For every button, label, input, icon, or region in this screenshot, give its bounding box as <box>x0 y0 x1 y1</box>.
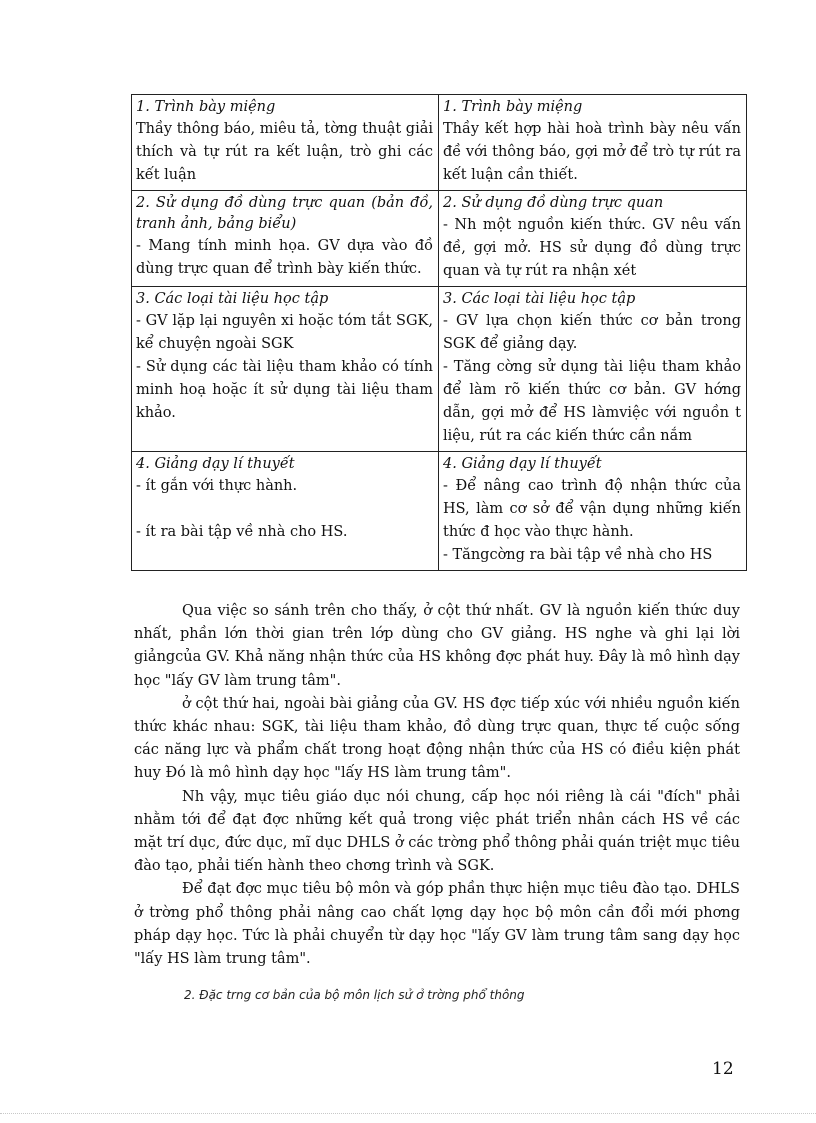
table-row <box>132 95 747 191</box>
body-text <box>134 600 740 971</box>
right-cell <box>439 287 747 452</box>
paragraph: Nh vậy, mục tiêu giáo dục nói chung, cấp học nói riêng là cái "đích" phải nhằm tới để đạt đợc những kết quả trong việc phát triển nhân cách HS về các mặt trí dục, đức dục, mĩ dục DHLS ở các trờng phổ thông phải quán triệt mục tiêu đào tạo, phải tiến hành theo chơng trình và SGK. <box>134 788 741 875</box>
cell-text: - Sử dụng các tài liệu tham khảo có tính minh hoạ hoặc ít sử dụng tài liệu tham khảo. <box>136 359 433 421</box>
cell-text: - Mang tính minh họa. GV dựa vào đồ dùng trực quan để trình bày kiến thức. <box>136 238 433 277</box>
cell-heading: 2. Sử dụng đồ dùng trực quan (bản đồ, tranh ảnh, bảng biểu) <box>136 195 433 232</box>
right-cell <box>439 452 747 571</box>
cell-text: - Tăngcờng ra bài tập về nhà cho HS <box>443 547 713 563</box>
cell-text: Thầy thông báo, miêu tả, tờng thuật giải thích và tự rút ra kết luận, trò ghi các kết luận <box>136 121 433 183</box>
section-subheading: 2. Đặc trng cơ bản của bộ môn lịch sử ở trờng phổ thông <box>184 988 525 1002</box>
cell-heading: 3. Các loại tài liệu học tập <box>443 291 636 307</box>
cell-text: Thầy kết hợp hài hoà trình bày nêu vấn đề với thông báo, gợi mở để trò tự rút ra kết luận cần thiết. <box>443 121 741 183</box>
cell-text: - GV lặp lại nguyên xi hoặc tóm tắt SGK, kể chuyện ngoài SGK <box>136 313 433 352</box>
table-row <box>132 287 747 452</box>
cell-text: - ít gắn với thực hành. <box>136 478 298 494</box>
cell-text: - Để nâng cao trình độ nhận thức của HS, làm cơ sở để vận dụng những kiến thức đ học vào thực hành. <box>443 478 741 540</box>
paragraph: ở cột thứ hai, ngoài bài giảng của GV. HS đợc tiếp xúc với nhiều nguồn kiến thức khác nhau: SGK, tài liệu tham khảo, đồ dùng trực quan, thực tế cuộc sống các năng lực và phẩm chất trong hoạt động nhận thức của HS có điều kiện phát huy Đó là mô hình dạy học "lấy HS làm trung tâm". <box>134 695 740 782</box>
cell-text: - Tăng cờng sử dụng tài liệu tham khảo để làm rõ kiến thức cơ bản. GV hớng dẫn, gợi mở để HS làmviệc với nguồn t liệu, rút ra các kiến thức cần nắm <box>443 359 741 444</box>
cell-heading: 3. Các loại tài liệu học tập <box>136 291 329 307</box>
paragraph: Qua việc so sánh trên cho thấy, ở cột thứ nhất. GV là nguồn kiến thức duy nhất, phần lớn thời gian trên lớp dùng cho GV giảng. HS nghe và ghi lại lời giảngcủa GV. Khả năng nhận thức của HS không đợc phát huy. Đây là mô hình dạy học "lấy GV làm trung tâm". <box>134 603 740 689</box>
page-bottom-rule <box>0 1113 816 1114</box>
cell-text: - GV lựa chọn kiến thức cơ bản trong SGK để giảng dạy. <box>443 313 741 352</box>
left-cell <box>132 287 439 452</box>
cell-heading: 1. Trình bày miệng <box>443 99 583 115</box>
paragraph: Để đạt đợc mục tiêu bộ môn và góp phần thực hiện mục tiêu đào tạo. DHLS ở trờng phổ thông phải nâng cao chất lợng dạy học bộ môn cần đổi mới phơng pháp dạy học. Tức là phải chuyển từ dạy học "lấy GV làm trung tâm sang dạy học "lấy HS làm trung tâm". <box>134 881 740 968</box>
cell-heading: 2. Sử dụng đồ dùng trực quan <box>443 195 664 211</box>
cell-text: - ít ra bài tập về nhà cho HS. <box>136 524 348 540</box>
left-cell <box>132 191 439 287</box>
right-cell <box>439 95 747 191</box>
table-row <box>132 191 747 287</box>
table-row <box>132 452 747 571</box>
page-number: 12 <box>712 1059 734 1079</box>
left-cell <box>132 452 439 571</box>
right-cell <box>439 191 747 287</box>
cell-heading: 4. Giảng dạy lí thuyết <box>443 456 602 472</box>
cell-text: - Nh một nguồn kiến thức. GV nêu vấn đề, gợi mở. HS sử dụng đồ dùng trực quan và tự rút ra nhận xét <box>443 217 741 279</box>
left-cell <box>132 95 439 191</box>
cell-heading: 4. Giảng dạy lí thuyết <box>136 456 295 472</box>
comparison-table <box>131 94 747 571</box>
cell-heading: 1. Trình bày miệng <box>136 99 276 115</box>
